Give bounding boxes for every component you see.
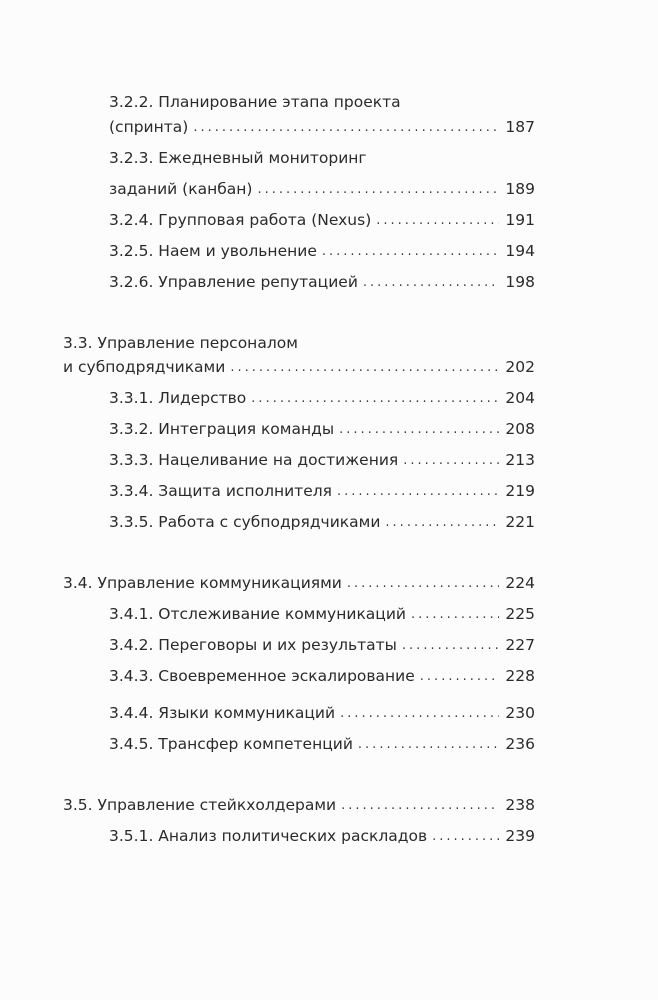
toc-entry-3-4-5[interactable] — [109, 734, 535, 754]
leader-dots — [337, 483, 499, 501]
toc-page-number: 213 — [505, 451, 535, 469]
toc-entry-3-3-1[interactable] — [109, 388, 535, 408]
leader-dots — [411, 606, 499, 624]
leader-dots — [257, 181, 499, 199]
toc-page-number: 219 — [505, 482, 535, 500]
toc-entry-title: 3.2.6. Управление репутацией — [109, 273, 358, 291]
toc-entry-title: 3.4.3. Своевременное эскалирование — [109, 667, 415, 685]
leader-dots — [339, 421, 499, 439]
leader-dots — [432, 828, 499, 846]
toc-entry-title: 3.4.5. Трансфер компетенций — [109, 735, 353, 753]
toc-page-number: 225 — [505, 605, 535, 623]
toc-entry-3-4-1[interactable] — [109, 604, 535, 624]
leader-dots — [322, 243, 500, 261]
toc-page-number: 202 — [505, 358, 535, 376]
toc-page-number: 230 — [505, 704, 535, 722]
leader-dots — [358, 736, 499, 754]
leader-dots — [376, 212, 499, 230]
toc-page-number: 221 — [505, 513, 535, 531]
toc-page-number: 239 — [505, 827, 535, 845]
toc-entry-3-4-2[interactable] — [109, 635, 535, 655]
toc-entry-title: 3.4.2. Переговоры и их результаты — [109, 636, 397, 654]
toc-page-number: 227 — [505, 636, 535, 654]
toc-entry-title: 3.3.4. Защита исполнителя — [109, 482, 332, 500]
leader-dots — [341, 797, 499, 815]
toc-entry-title: заданий (канбан) — [109, 180, 253, 198]
toc-page-number: 204 — [505, 389, 535, 407]
leader-dots — [420, 668, 500, 686]
toc-entry-3-4-4[interactable] — [109, 703, 535, 723]
leader-dots — [340, 705, 499, 723]
toc-entry-title: 3.3.3. Нацеливание на достижения — [109, 451, 399, 469]
toc-entry-3-2-6[interactable] — [109, 272, 535, 292]
toc-entry-title: 3.3.2. Интеграция команды — [109, 420, 335, 438]
toc-page-number: 208 — [505, 420, 535, 438]
toc-entry-title: 3.4.4. Языки коммуникаций — [109, 704, 336, 722]
toc-entry-3-2-3-line1: 3.2.3. Ежедневный мониторинг — [109, 149, 367, 167]
toc-page-number: 236 — [505, 735, 535, 753]
toc-entry-title: 3.5.1. Анализ политических раскладов — [109, 827, 428, 845]
toc-entry-3-2-5[interactable] — [109, 241, 535, 261]
toc-section-3-5[interactable] — [63, 795, 535, 815]
toc-entry-3-2-2-line1: 3.2.2. Планирование этапа проекта — [109, 93, 401, 111]
leader-dots — [403, 452, 499, 470]
toc-page-number: 224 — [505, 574, 535, 592]
toc-section-3-4[interactable] — [63, 573, 535, 593]
toc-page-number: 198 — [505, 273, 535, 291]
toc-section-title: 3.4. Управление коммуникациями — [63, 574, 342, 592]
toc-entry-title: 3.2.4. Групповая работа (Nexus) — [109, 211, 372, 229]
toc-entry-title: (спринта) — [109, 118, 189, 136]
toc-page-number: 191 — [505, 211, 535, 229]
toc-entry-3-2-2[interactable] — [109, 117, 535, 137]
leader-dots — [385, 514, 499, 532]
toc-section-3-3[interactable] — [63, 357, 535, 377]
toc-entry-3-5-1[interactable] — [109, 826, 535, 846]
leader-dots — [347, 575, 500, 593]
toc-entry-3-4-3[interactable] — [109, 666, 535, 686]
toc-page-number: 228 — [505, 667, 535, 685]
leader-dots — [363, 274, 500, 292]
leader-dots — [193, 119, 499, 137]
toc-entry-3-2-4[interactable] — [109, 210, 535, 230]
toc-page-number: 238 — [505, 796, 535, 814]
toc-entry-title: 3.4.1. Отслеживание коммуникаций — [109, 605, 406, 623]
toc-entry-3-3-2[interactable] — [109, 419, 535, 439]
toc-section-title: и субподрядчиками — [63, 358, 226, 376]
toc-entry-3-3-3[interactable] — [109, 450, 535, 470]
toc-section-title: 3.5. Управление стейкхолдерами — [63, 796, 337, 814]
leader-dots — [251, 390, 499, 408]
toc-entry-title: 3.3.1. Лидерство — [109, 389, 247, 407]
leader-dots — [230, 359, 499, 377]
toc-entry-title: 3.2.5. Наем и увольнение — [109, 242, 317, 260]
toc-entry-3-2-3[interactable] — [109, 179, 535, 199]
toc-entry-title: 3.3.5. Работа с субподрядчиками — [109, 513, 381, 531]
toc-entry-3-3-4[interactable] — [109, 481, 535, 501]
leader-dots — [402, 637, 499, 655]
toc-section-3-3-line1: 3.3. Управление персоналом — [63, 334, 298, 352]
toc-entry-3-3-5[interactable] — [109, 512, 535, 532]
toc-page-number: 189 — [505, 180, 535, 198]
toc-page-number: 187 — [505, 118, 535, 136]
toc-page-number: 194 — [505, 242, 535, 260]
